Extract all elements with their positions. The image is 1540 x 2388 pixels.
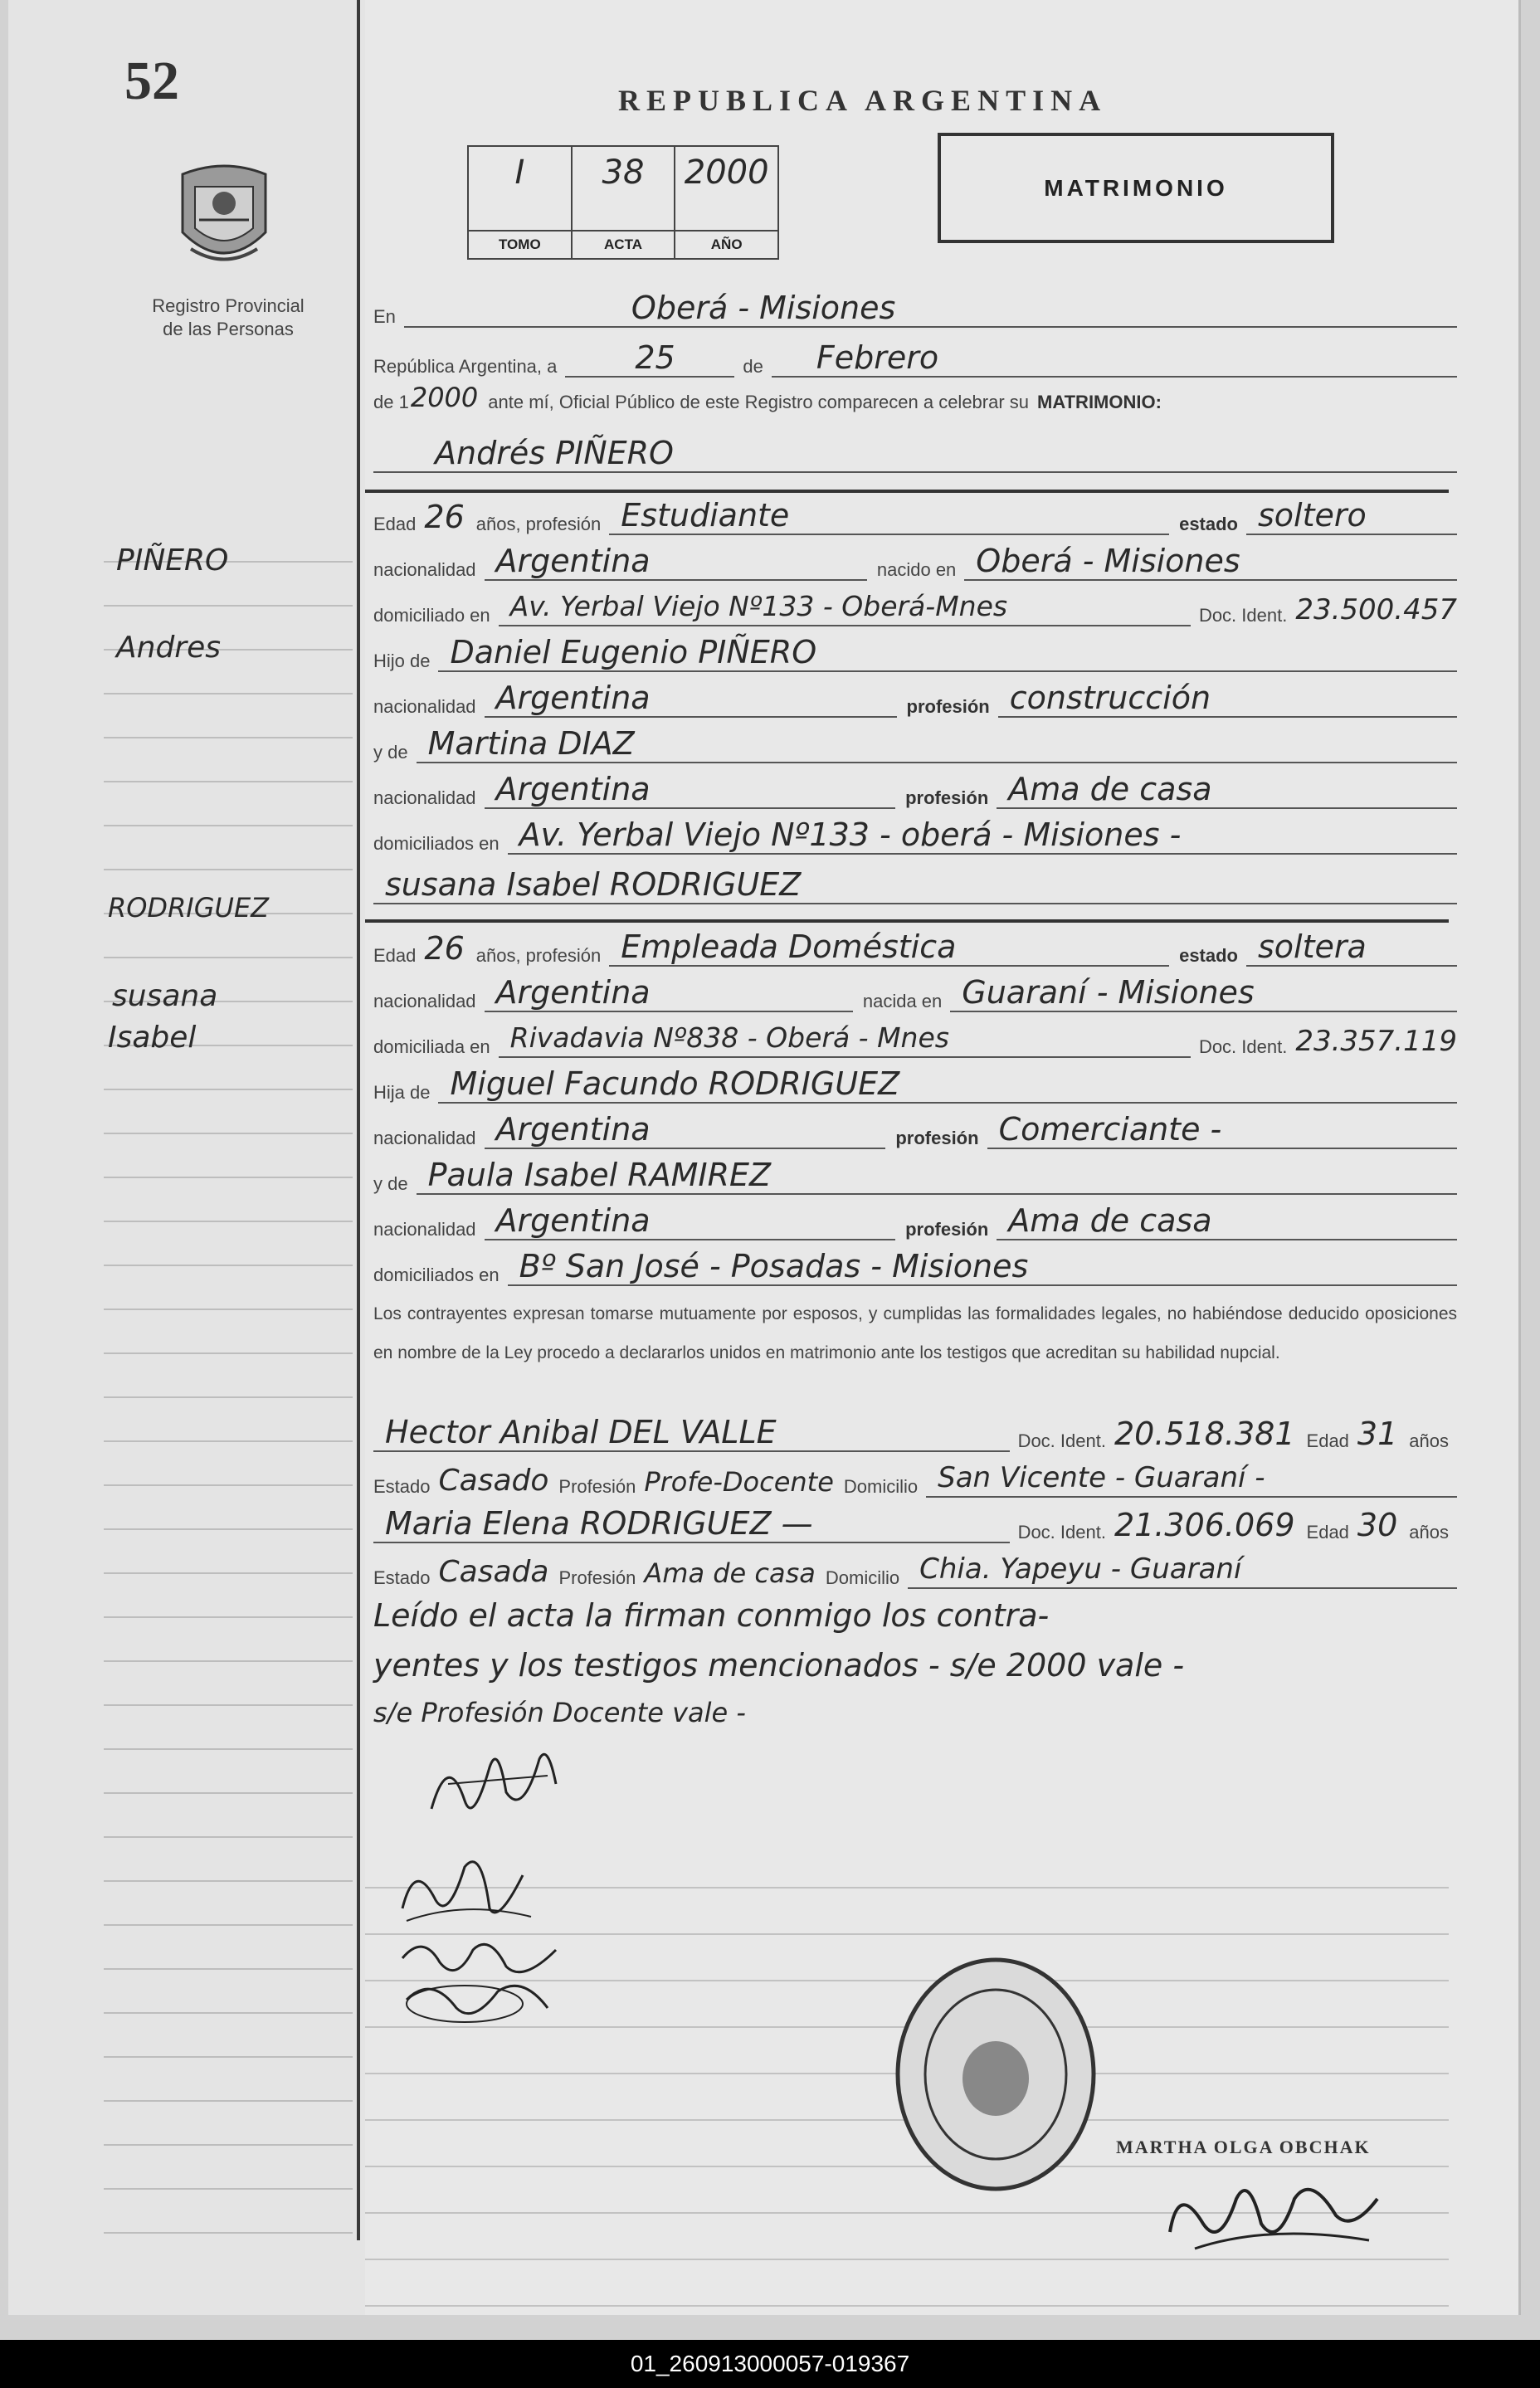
domicilio-label: Domicilio: [825, 1567, 900, 1588]
bride-signature: [390, 1842, 539, 1933]
groom-mother: Martina DIAZ: [427, 725, 635, 762]
witness1-age: 31: [1357, 1416, 1398, 1452]
bride-nationality-field: [485, 971, 853, 1012]
witness2-address-field: [908, 1547, 1457, 1589]
tomo-label: TOMO: [469, 230, 571, 258]
doc-ident-label: Doc. Ident.: [1198, 605, 1288, 626]
appear-row: [373, 382, 1457, 413]
profesion-label: profesión: [895, 1128, 979, 1148]
groom-mother-nationality: Argentina: [495, 771, 651, 807]
bride-address-row: [373, 1016, 1457, 1058]
groom-mother-nat-row: [373, 768, 1457, 809]
witness1-doc: 20.518.381: [1114, 1416, 1295, 1452]
groom-age: 26: [424, 499, 465, 535]
edad-label: Edad: [373, 945, 417, 966]
month-field: [772, 336, 1457, 378]
groom-nationality: Argentina: [495, 543, 651, 579]
margin-bride-surname: RODRIGUEZ: [108, 892, 270, 924]
bride-parents-address-row: [373, 1245, 1457, 1286]
groom-mother-prof-field: [997, 768, 1457, 809]
section-divider: [365, 919, 1449, 923]
matrimonio-label: MATRIMONIO:: [1037, 392, 1162, 412]
groom-name: Andrés PIÑERO: [435, 435, 674, 471]
witness2-age: 30: [1357, 1507, 1398, 1543]
groom-mother-row: [373, 722, 1457, 763]
groom-name-row: [373, 431, 1457, 473]
domiciliada-en-label: domiciliada en: [373, 1036, 490, 1057]
anio-cell: [675, 147, 777, 258]
groom-parents-address: Av. Yerbal Viejo Nº133 - oberá - Misiones -: [519, 816, 1182, 853]
witness2-status: Casada: [438, 1555, 549, 1589]
bride-father-nat-field: [485, 1108, 886, 1149]
y-de-label: y de: [373, 1173, 408, 1194]
groom-address-row: [373, 585, 1457, 626]
witness2-detail-row: [373, 1547, 1457, 1589]
bride-address: Rivadavia Nº838 - Oberá - Mnes: [509, 1021, 949, 1054]
acta-value: 38: [602, 154, 645, 192]
acta-label: ACTA: [573, 230, 675, 258]
bride-father-prof-field: [987, 1108, 1457, 1149]
place-field: [404, 286, 1457, 328]
witness2-name: Maria Elena RODRIGUEZ —: [385, 1505, 813, 1542]
domiciliados-en-label: domiciliados en: [373, 833, 500, 854]
margin-groom-surname: PIÑERO: [116, 543, 229, 578]
groom-mother-profession: Ama de casa: [1008, 771, 1212, 807]
margin-bride-given-2: Isabel: [108, 1021, 197, 1055]
margin-bride-given-1: susana: [112, 979, 218, 1013]
profesion-label: profesión: [905, 1219, 989, 1240]
bride-status-field: [1246, 925, 1457, 967]
edad-label: Edad: [373, 514, 417, 534]
nacionalidad-label: nacionalidad: [373, 1128, 476, 1148]
nacionalidad-label: nacionalidad: [373, 1219, 476, 1240]
witness1-profession: Profe-Docente: [644, 1466, 834, 1498]
groom-profession: Estudiante: [621, 497, 790, 534]
anos-profesion-label: años, profesión: [475, 514, 602, 534]
nacionalidad-label: nacionalidad: [373, 787, 476, 808]
bride-nationality-row: [373, 971, 1457, 1012]
anos-label: años: [1409, 1430, 1449, 1451]
anio-value: 2000: [684, 154, 769, 192]
witnesses-signatures: [390, 1925, 581, 2033]
groom-father-row: [373, 631, 1457, 672]
groom-father: Daniel Eugenio PIÑERO: [450, 634, 817, 670]
margin-groom-given: Andres: [116, 631, 221, 665]
witness2-address: Chia. Yapeyu - Guaraní: [919, 1552, 1242, 1586]
edad-label: Edad: [1306, 1430, 1349, 1451]
groom-father-nat-row: [373, 676, 1457, 718]
tomo-cell: [469, 147, 573, 258]
anos-profesion-label: años, profesión: [475, 945, 602, 966]
registry-seal: [892, 1954, 1099, 2195]
place-row: [373, 286, 1457, 328]
hijo-de-label: Hijo de: [373, 651, 431, 671]
witness1-address-field: [926, 1456, 1457, 1498]
estado-w-label: Estado: [373, 1476, 431, 1497]
bride-mother: Paula Isabel RAMIREZ: [427, 1157, 772, 1193]
year-value: 2000: [410, 382, 479, 413]
witness1-address: San Vicente - Guaraní -: [938, 1461, 1265, 1494]
nacida-en-label: nacida en: [862, 991, 943, 1011]
scan-id-footer: 01_260913000057-019367: [0, 2340, 1540, 2388]
day-field: [565, 336, 734, 378]
doc-ident-label: Doc. Ident.: [1017, 1430, 1106, 1451]
witness1-detail-row: [373, 1456, 1457, 1498]
en-label: En: [373, 306, 396, 327]
bride-father-row: [373, 1062, 1457, 1104]
groom-parents-address-field: [508, 813, 1457, 855]
day-value: 25: [635, 339, 675, 376]
bride-father-nat-row: [373, 1108, 1457, 1149]
provincial-crest-icon: [174, 158, 274, 274]
witness1-row: [373, 1411, 1457, 1452]
groom-nationality-field: [485, 539, 867, 581]
bride-father-field: [438, 1062, 1457, 1104]
ante-mi-label: ante mí, Oficial Público de este Registro comparecen a celebrar su: [488, 392, 1030, 412]
bride-name: susana Isabel RODRIGUEZ: [385, 866, 802, 903]
groom-profession-field: [609, 494, 1169, 535]
groom-birthplace: Oberá - Misiones: [976, 543, 1240, 579]
bride-mother-prof-field: [997, 1199, 1457, 1240]
estado-label: estado: [1179, 945, 1238, 966]
bride-mother-row: [373, 1153, 1457, 1195]
date-row: [373, 336, 1457, 378]
profesion-w-label: Profesión: [558, 1567, 636, 1588]
page-number: 52: [124, 51, 179, 111]
bride-nationality: Argentina: [495, 974, 651, 1011]
nacionalidad-label: nacionalidad: [373, 696, 476, 717]
witness2-doc: 21.306.069: [1114, 1507, 1295, 1543]
groom-father-nat-field: [485, 676, 897, 718]
tomo-value: I: [514, 154, 525, 192]
officer-signature: [1145, 2149, 1394, 2273]
statement-paragraph: Los contrayentes expresan tomarse mutuamente por esposos, y cumplidas las formalidades legales, no habiéndose deducido oposiciones en nombre de la Ley procedo a declararlos unidos en matrimonio ante los testigos que acreditan su habilidad nupcial.: [373, 1304, 1457, 1362]
bride-mother-field: [417, 1153, 1457, 1195]
country-heading: REPUBLICA ARGENTINA: [618, 84, 1108, 117]
bride-age: 26: [424, 930, 465, 967]
groom-address-field: [499, 585, 1191, 626]
year-prefix: de 1: [373, 392, 409, 412]
de-label: de: [743, 356, 763, 377]
groom-doc: 23.500.457: [1295, 593, 1457, 626]
closing-line-2: yentes y los testigos mencionados - s/e 2000 vale -: [373, 1647, 1185, 1684]
hija-de-label: Hija de: [373, 1082, 431, 1103]
nacionalidad-label: nacionalidad: [373, 991, 476, 1011]
groom-mother-field: [417, 722, 1457, 763]
bride-father-nationality: Argentina: [495, 1111, 651, 1148]
doc-ident-label: Doc. Ident.: [1198, 1036, 1288, 1057]
groom-nationality-row: [373, 539, 1457, 581]
groom-mother-nat-field: [485, 768, 896, 809]
bride-doc: 23.357.119: [1295, 1025, 1457, 1058]
groom-father-field: [438, 631, 1457, 672]
bride-age-row: [373, 925, 1457, 967]
y-de-label: y de: [373, 742, 408, 763]
witness2-profession: Ama de casa: [644, 1557, 816, 1589]
groom-name-field: [373, 431, 1457, 473]
registry-label: [108, 295, 348, 341]
bride-birthplace-field: [950, 971, 1457, 1012]
bride-status: soltera: [1258, 928, 1367, 965]
registry-label-line1: Registro Provincial: [152, 295, 305, 316]
groom-age-row: [373, 494, 1457, 535]
groom-address: Av. Yerbal Viejo Nº133 - Oberá-Mnes: [509, 590, 1008, 622]
witness2-row: [373, 1502, 1457, 1543]
estado-w-label: Estado: [373, 1567, 431, 1588]
groom-signature: [415, 1734, 581, 1842]
bride-father: Miguel Facundo RODRIGUEZ: [450, 1065, 900, 1102]
tomo-acta-anio-box: [467, 145, 779, 260]
bride-birthplace: Guaraní - Misiones: [962, 974, 1255, 1011]
act-type-box: MATRIMONIO: [938, 133, 1334, 243]
domicilio-label: Domicilio: [843, 1476, 919, 1497]
groom-status-field: [1246, 494, 1457, 535]
closing-line-3: s/e Profesión Docente vale -: [373, 1697, 746, 1728]
bride-mother-nat-field: [485, 1199, 896, 1240]
witness1-name: Hector Anibal DEL VALLE: [385, 1414, 777, 1450]
profesion-label: profesión: [906, 696, 990, 717]
estado-label: estado: [1179, 514, 1238, 534]
officer-name: MARTHA OLGA OBCHAK: [1116, 2137, 1371, 2157]
doc-ident-label: Doc. Ident.: [1017, 1522, 1106, 1542]
section-divider: [365, 490, 1449, 493]
acta-cell: [573, 147, 676, 258]
anos-label: años: [1409, 1522, 1449, 1542]
month-value: Febrero: [816, 339, 939, 376]
groom-birthplace-field: [964, 539, 1457, 581]
bride-mother-nat-row: [373, 1199, 1457, 1240]
margin-ruled-lines: [104, 519, 353, 2234]
witness1-name-field: [373, 1411, 1010, 1452]
bride-name-row: [373, 863, 1457, 904]
bride-parents-address-field: [508, 1245, 1457, 1286]
anio-label: AÑO: [675, 230, 777, 258]
bride-name-field: [373, 863, 1457, 904]
domiciliado-en-label: domiciliado en: [373, 605, 490, 626]
nacionalidad-label: nacionalidad: [373, 559, 476, 580]
bride-address-field: [499, 1016, 1191, 1058]
groom-father-prof-field: [998, 676, 1457, 718]
bride-mother-nationality: Argentina: [495, 1202, 651, 1239]
registry-label-line2: de las Personas: [163, 319, 294, 339]
bride-mother-profession: Ama de casa: [1008, 1202, 1212, 1239]
groom-parents-address-row: [373, 813, 1457, 855]
nacido-en-label: nacido en: [876, 559, 957, 580]
witness2-name-field: [373, 1502, 1010, 1543]
profesion-w-label: Profesión: [558, 1476, 636, 1497]
groom-father-nationality: Argentina: [495, 680, 651, 716]
bride-profession: Empleada Doméstica: [621, 928, 957, 965]
republica-a-label: República Argentina, a: [373, 356, 558, 377]
groom-status: soltero: [1258, 497, 1367, 534]
bride-father-profession: Comerciante -: [998, 1111, 1222, 1148]
edad-label: Edad: [1306, 1522, 1349, 1542]
bride-profession-field: [609, 925, 1169, 967]
witness1-status: Casado: [438, 1464, 549, 1498]
column-divider: [357, 0, 360, 2240]
profesion-label: profesión: [905, 787, 989, 808]
domiciliados-en-label: domiciliados en: [373, 1265, 500, 1285]
bride-parents-address: Bº San José - Posadas - Misiones: [519, 1248, 1029, 1284]
place-value: Oberá - Misiones: [631, 290, 896, 326]
closing-line-1: Leído el acta la firman conmigo los contra-: [373, 1597, 1050, 1634]
groom-father-profession: construcción: [1009, 680, 1211, 716]
